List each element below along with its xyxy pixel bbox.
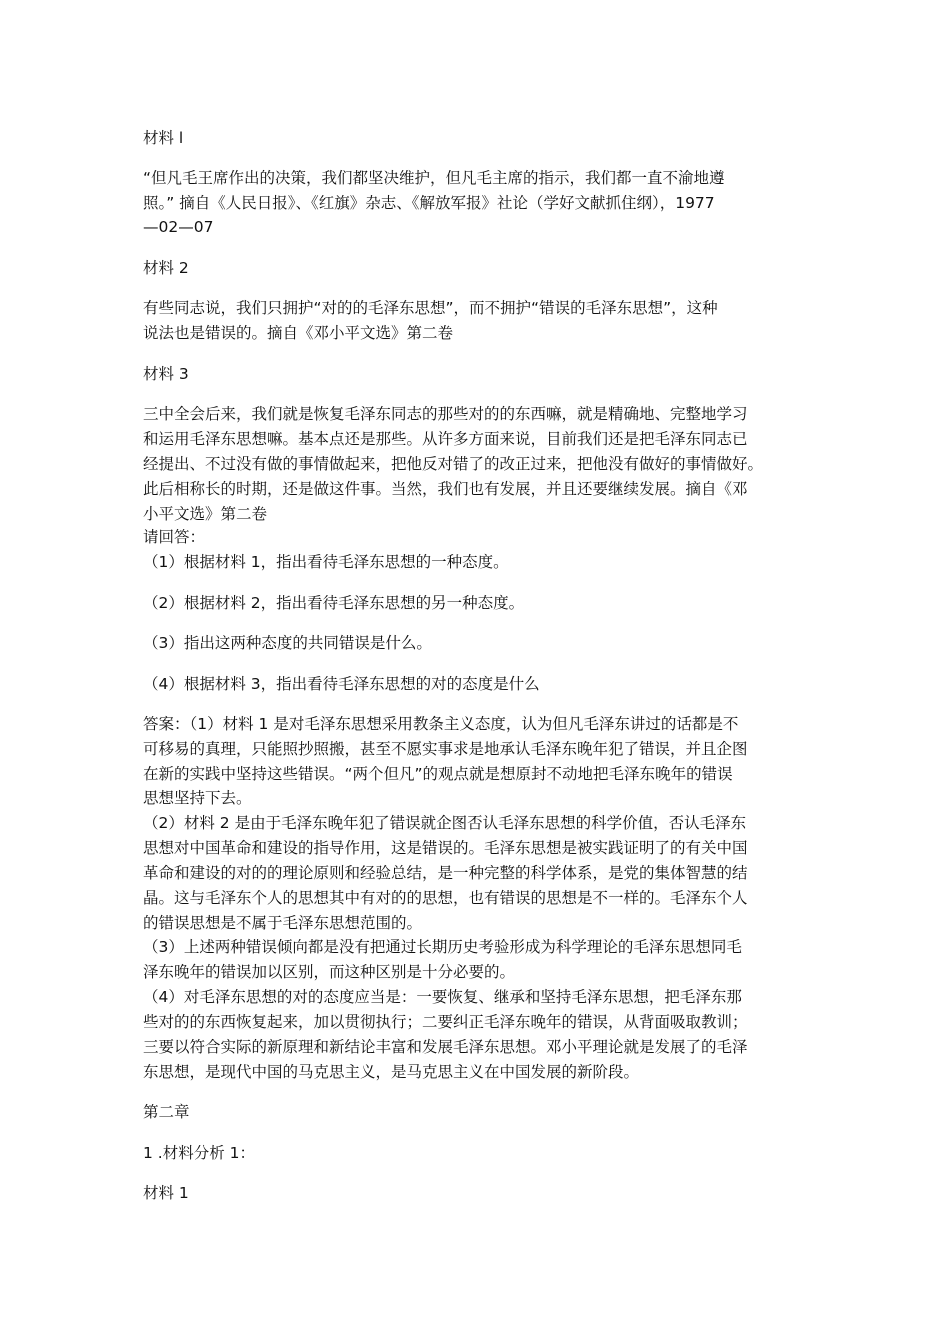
answer-line: 三要以符合实际的新原理和新结论丰富和发展毛泽东思想。邓小平理论就是发展了的毛泽 (143, 1038, 748, 1056)
answer-line: 可移易的真理，只能照抄照搬，甚至不愿实事求是地承认毛泽东晚年犯了错误，并且企图 (143, 740, 748, 758)
answer-line: 思想坚持下去。 (143, 789, 252, 807)
material2-text-line: 有些同志说，我们只拥护“对的的毛泽东思想”，而不拥护“错误的毛泽东思想”，这种 (143, 299, 718, 317)
material1-text-line: 照。” 摘自《人民日报》、《红旗》杂志、《解放军报》社论（学好文献抓住纲），1977 (143, 194, 715, 212)
material3-heading: 材料 3 (143, 365, 189, 383)
answer-line: 在新的实践中坚持这些错误。“两个但凡”的观点就是想原封不动地把毛泽东晚年的错误 (143, 765, 733, 783)
material3-text-line: 经提出、不过没有做的事情做起来，把他反对错了的改正过来，把他没有做好的事情做好。 (143, 455, 764, 473)
question-item: （3）指出这两种态度的共同错误是什么。 (143, 634, 432, 652)
answer-line: 泽东晚年的错误加以区别，而这种区别是十分必要的。 (143, 963, 516, 981)
answer-line: 的错误思想是不属于毛泽东思想范围的。 (143, 914, 423, 932)
answer-line: 革命和建设的对的的理论原则和经验总结，是一种完整的科学体系，是党的集体智慧的结 (143, 864, 748, 882)
answer-line: （2）材料 2 是由于毛泽东晚年犯了错误就企图否认毛泽东思想的科学价值，否认毛泽东 (143, 814, 747, 832)
question-item: （4）根据材料 3，指出看待毛泽东思想的对的态度是什么 (143, 675, 540, 693)
material3-text-line: 三中全会后来，我们就是恢复毛泽东同志的那些对的的东西嘛，就是精确地、完整地学习 (143, 405, 748, 423)
answer-line: 些对的的东西恢复起来，加以贯彻执行；二要纠正毛泽东晚年的错误，从背面吸取教训； (143, 1013, 748, 1031)
question-item: （1）根据材料 1，指出看待毛泽东思想的一种态度。 (143, 553, 509, 571)
answer-line: 东思想，是现代中国的马克思主义，是马克思主义在中国发展的新阶段。 (143, 1063, 640, 1081)
chapter-heading: 第二章 (143, 1103, 190, 1121)
material2-text-line: 说法也是错误的。摘自《邓小平文选》第二卷 (143, 324, 454, 342)
answer-line: （4）对毛泽东思想的对的态度应当是：一要恢复、继承和坚持毛泽东思想，把毛泽东那 (143, 988, 742, 1006)
question-item: （2）根据材料 2，指出看待毛泽东思想的另一种态度。 (143, 594, 525, 612)
material3-text-line: 和运用毛泽东思想嘛。基本点还是那些。从许多方面来说，目前我们还是把毛泽东同志已 (143, 430, 748, 448)
answer-line: 答案：（1）材料 1 是对毛泽东思想采用教条主义态度，认为但凡毛泽东讲过的话都是不 (143, 715, 739, 733)
material1-text-line: “但凡毛王席作出的决策，我们都坚决维护，但凡毛主席的指示，我们都一直不渝地遵 (143, 169, 725, 187)
answer-line: 晶。这与毛泽东个人的思想其中有对的的思想，也有错误的思想是不一样的。毛泽东个人 (143, 889, 748, 907)
material3-text-line: 此后相称长的时期，还是做这件事。当然，我们也有发展，并且还要继续发展。摘自《邓 (143, 480, 748, 498)
final-material-heading: 材料 1 (143, 1184, 189, 1202)
answer-prompt: 请回答： (143, 528, 206, 546)
answer-line: （3）上述两种错误倾向都是没有把通过长期历史考验形成为科学理论的毛泽东思想同毛 (143, 938, 742, 956)
answer-line: 思想对中国革命和建设的指导作用，这是错误的。毛泽东思想是被实践证明了的有关中国 (143, 839, 748, 857)
material1-text-line: —02—07 (143, 218, 214, 236)
section-heading: 1 .材料分析 1： (143, 1144, 256, 1162)
material3-text-line: 小平文选》第二卷 (143, 505, 268, 523)
material1-heading: 材料 l (143, 129, 184, 147)
material2-heading: 材料 2 (143, 259, 189, 277)
